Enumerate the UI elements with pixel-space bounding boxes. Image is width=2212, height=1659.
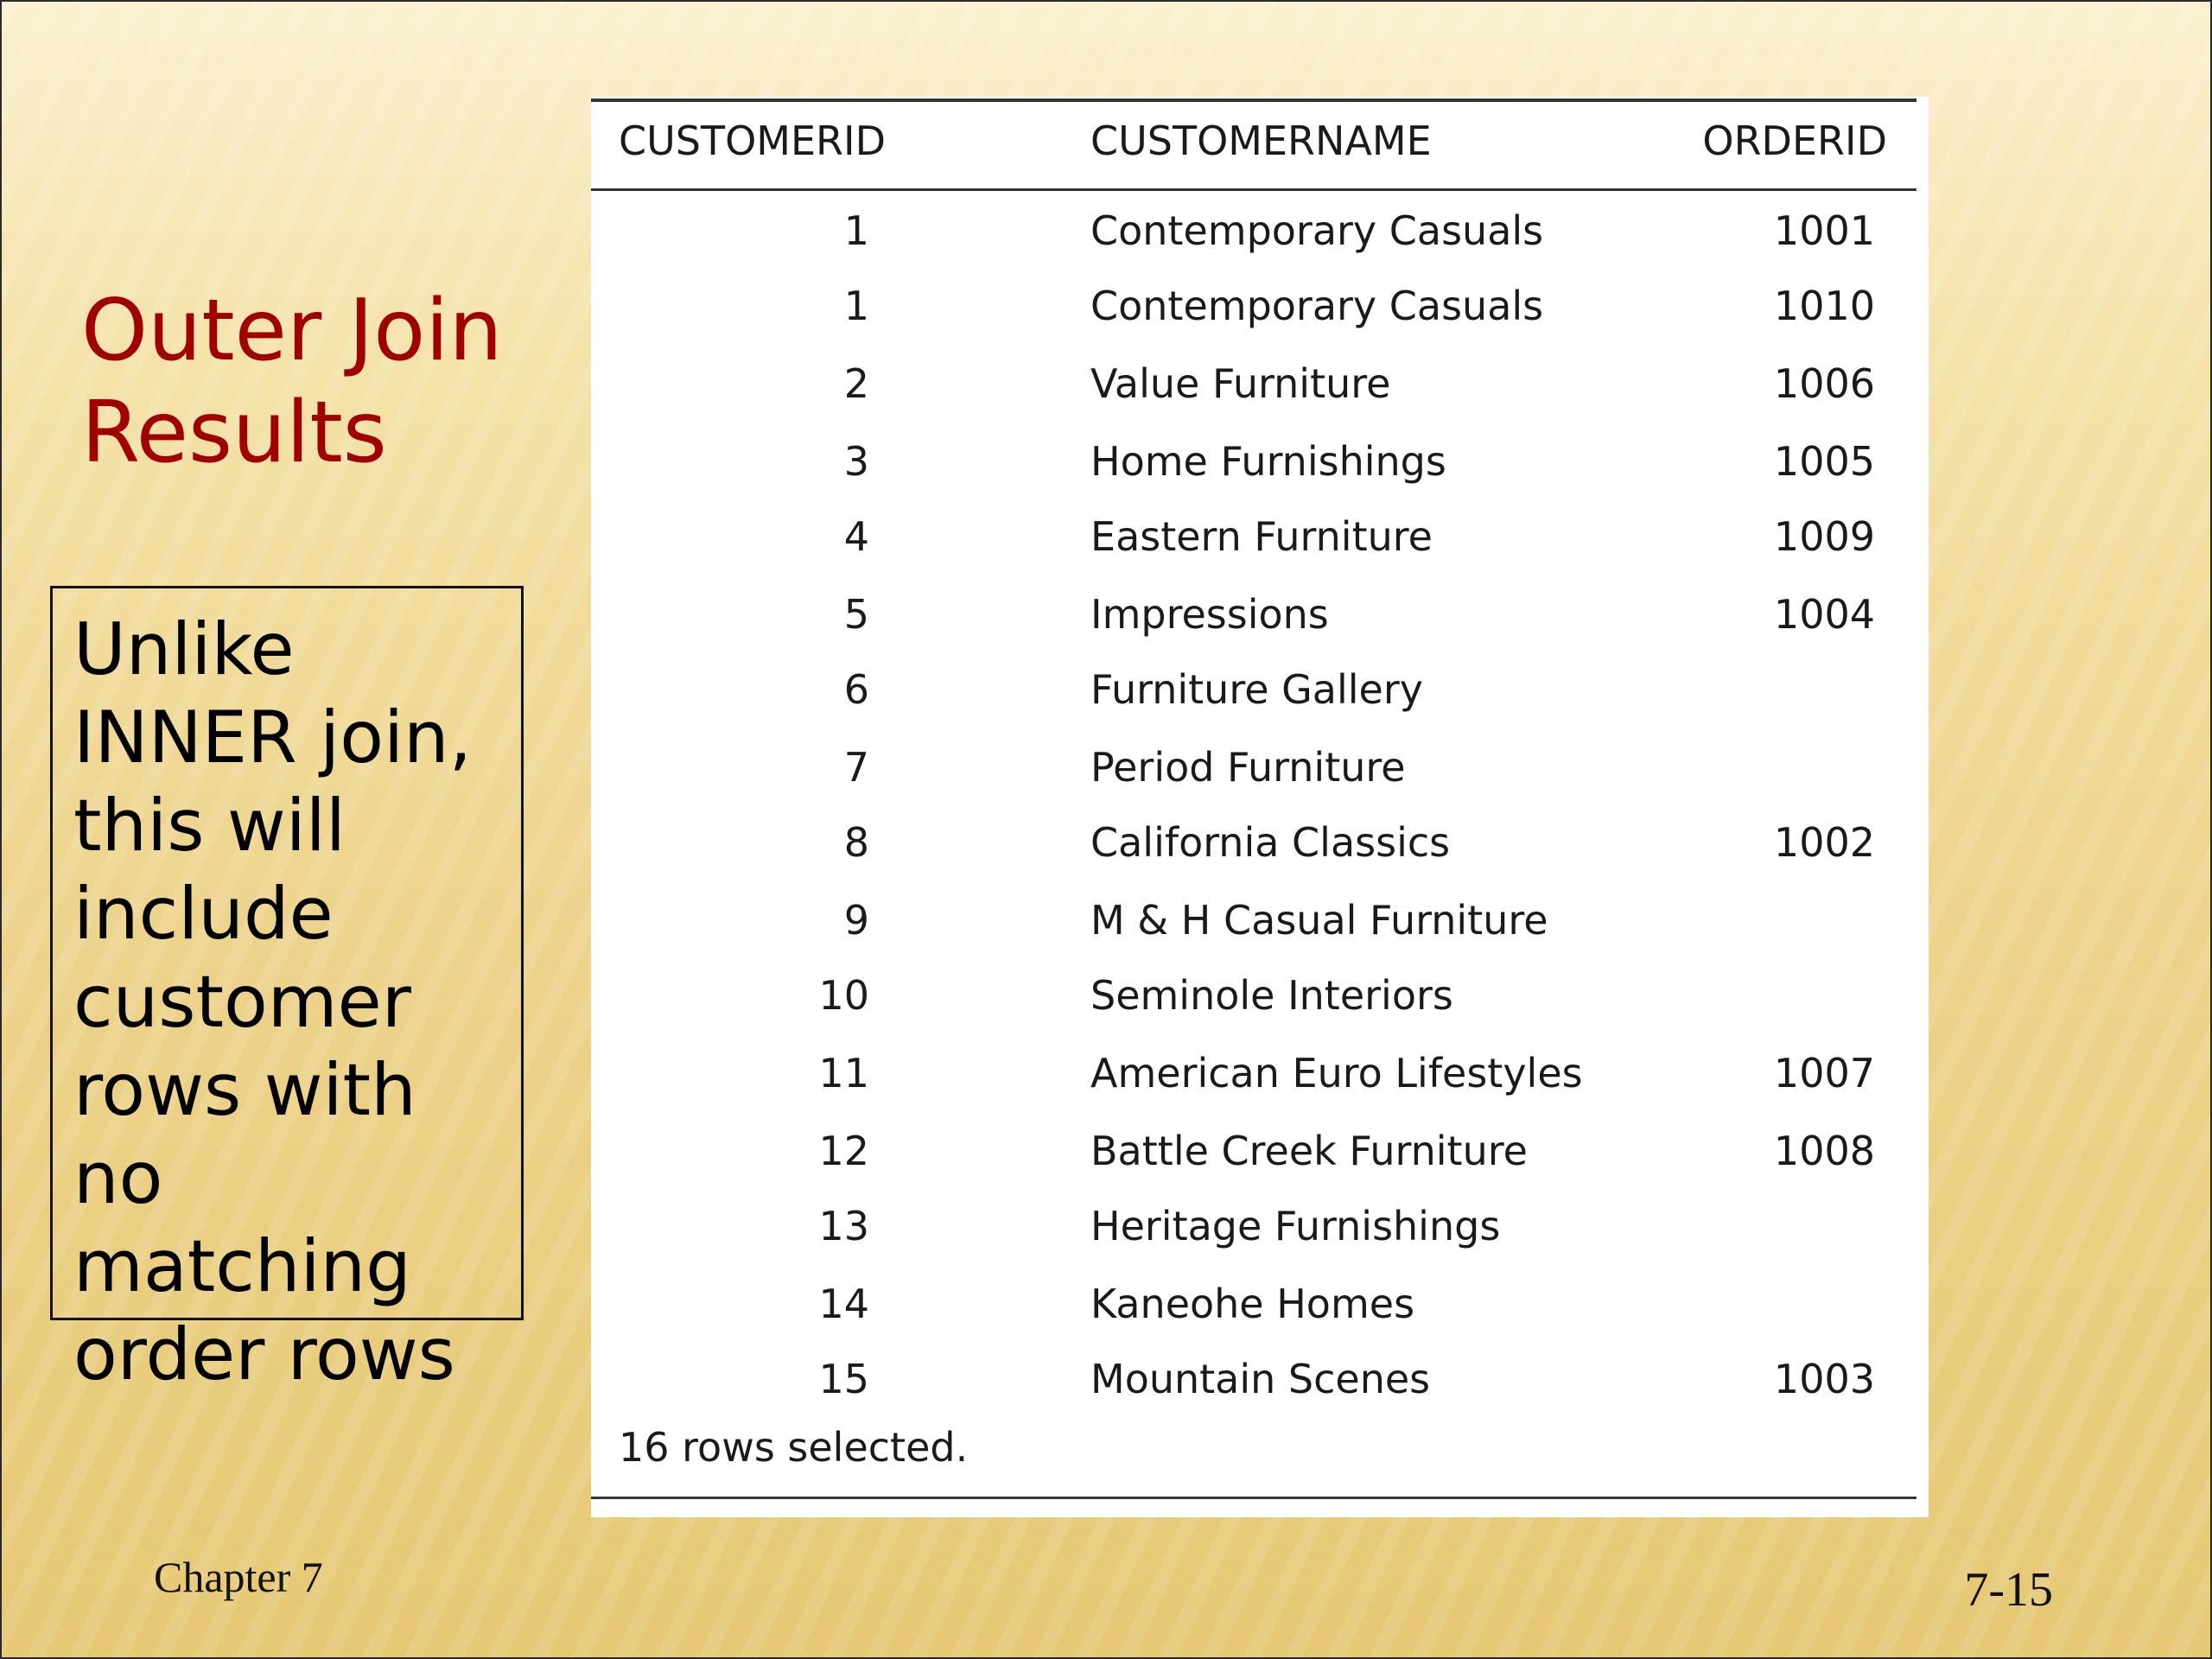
table-row [591,360,1916,429]
table-row [591,666,1916,735]
cell-customername: Heritage Furnishings [1090,1203,1501,1249]
header-orderid: ORDERID [1702,118,1887,164]
rows-selected-note: 16 rows selected. [619,1424,969,1471]
table-row [591,1050,1916,1119]
note-line: order rows [73,1313,455,1396]
slide-title [81,280,565,484]
note-line: rows with no [73,1048,416,1220]
cell-customerid: 4 [843,513,869,560]
title-line-1: Outer Join [81,282,503,380]
table-row [591,513,1916,582]
cell-orderid: 1010 [1773,283,1875,329]
table-top-rule [591,99,1916,102]
cell-customerid: 7 [843,744,869,791]
cell-customerid: 10 [818,972,869,1019]
table-row [591,972,1916,1041]
cell-customerid: 1 [843,207,869,254]
cell-orderid: 1009 [1773,513,1875,560]
cell-customername: Contemporary Casuals [1090,283,1544,329]
cell-customerid: 5 [843,591,869,638]
cell-customerid: 11 [818,1050,869,1096]
cell-orderid: 1003 [1773,1356,1875,1402]
cell-customername: Seminole Interiors [1090,972,1453,1019]
cell-customername: Kaneohe Homes [1090,1281,1415,1327]
table-row [591,1356,1916,1425]
cell-customerid: 9 [843,897,869,944]
note-line: customer [73,960,411,1044]
cell-customername: Eastern Furniture [1090,513,1433,560]
cell-orderid: 1008 [1773,1128,1875,1174]
cell-customername: Contemporary Casuals [1090,207,1544,254]
cell-orderid: 1006 [1773,360,1875,407]
cell-customerid: 1 [843,283,869,329]
cell-customername: Impressions [1090,591,1329,638]
header-customerid: CUSTOMERID [619,118,886,164]
cell-orderid: 1005 [1773,438,1875,485]
table-row [591,1128,1916,1197]
table-row [591,1203,1916,1272]
table-row [591,207,1916,276]
note-line: include [73,872,334,956]
header-customername: CUSTOMERNAME [1090,118,1432,164]
table-row [591,1281,1916,1350]
cell-customerid: 14 [818,1281,869,1327]
table-row [591,283,1916,352]
page-number: 7-15 [1964,1563,2053,1617]
table-header-rule [591,188,1916,191]
cell-customername: California Classics [1090,819,1451,866]
table-row [591,819,1916,888]
results-table [591,97,1929,1517]
table-bottom-rule [591,1497,1916,1499]
cell-orderid: 1004 [1773,591,1875,638]
note-box [50,586,524,1396]
note-line: Unlike [73,607,295,691]
table-row [591,591,1916,660]
cell-customername: American Euro Lifestyles [1090,1050,1583,1096]
table-row [591,897,1916,966]
cell-orderid: 1001 [1773,207,1875,254]
cell-customerid: 3 [843,438,869,485]
table-row [591,744,1916,813]
note-line: matching [73,1224,411,1308]
cell-customername: Furniture Gallery [1090,666,1423,713]
cell-customername: Mountain Scenes [1090,1356,1431,1402]
cell-customerid: 12 [818,1128,869,1174]
cell-customername: M & H Casual Furniture [1090,897,1548,944]
cell-customerid: 13 [818,1203,869,1249]
cell-customername: Value Furniture [1090,360,1391,407]
title-line-2: Results [81,384,387,482]
chapter-label: Chapter 7 [154,1553,323,1601]
cell-orderid: 1002 [1773,819,1875,866]
cell-orderid: 1007 [1773,1050,1875,1096]
cell-customerid: 8 [843,819,869,866]
note-line: INNER join, [73,696,473,779]
cell-customerid: 6 [843,666,869,713]
cell-customername: Period Furniture [1090,744,1406,791]
cell-customername: Battle Creek Furniture [1090,1128,1528,1174]
cell-customerid: 15 [818,1356,869,1402]
cell-customername: Home Furnishings [1090,438,1446,485]
table-row [591,438,1916,507]
cell-customerid: 2 [843,360,869,407]
note-line: this will [73,784,346,868]
